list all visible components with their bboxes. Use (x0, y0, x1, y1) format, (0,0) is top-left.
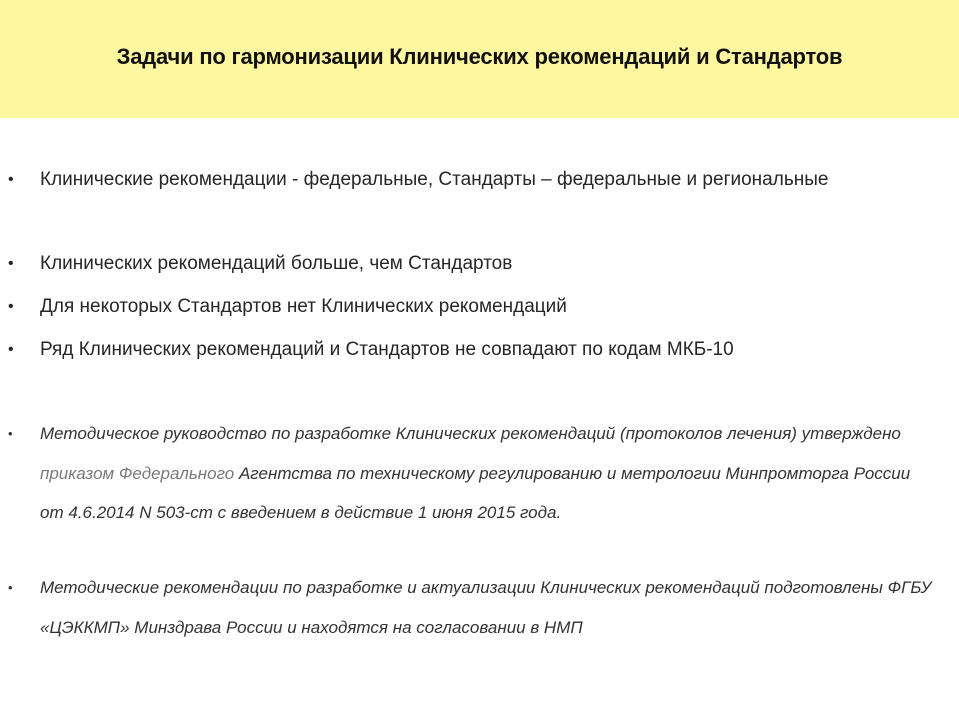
bullet-icon: • (8, 298, 14, 315)
list-item-text: Клинические рекомендации - федеральные, Стандарты – федеральные и региональные (40, 169, 829, 190)
list-item-text: Клинических рекомендаций больше, чем Стандартов (40, 253, 513, 274)
note-text-part: Агентства по техническому регулированию и метрологии Минпромторга России от 4.6.2014 N 503-ст с введением в действие 1 июня 2015 года. (40, 463, 911, 522)
note-text-part: Методическое руководство по разработке Клинических рекомендаций (протоколов лечения) утверждено (40, 424, 901, 443)
title-banner (0, 0, 959, 118)
bullet-icon: • (8, 426, 13, 441)
list-item-text: Ряд Клинических рекомендаций и Стандартов не совпадают по кодам МКБ-10 (40, 339, 734, 360)
bullet-icon: • (8, 255, 14, 272)
bullet-icon: • (8, 341, 14, 358)
bullet-icon: • (8, 171, 14, 188)
order-reference: приказом Федерального (40, 463, 235, 483)
list-item-text: Для некоторых Стандартов нет Клинических рекомендаций (40, 296, 567, 317)
note-text (40, 414, 938, 533)
note-text: Методические рекомендации по разработке и актуализации Клинических рекомендаций подготовлены ФГБУ «ЦЭККМП» Минздрава России и находятся на согласовании в НМП (40, 578, 932, 637)
slide-title: Задачи по гармонизации Клинических рекомендаций и Стандартов (116, 44, 843, 69)
bullet-icon: • (8, 580, 13, 595)
